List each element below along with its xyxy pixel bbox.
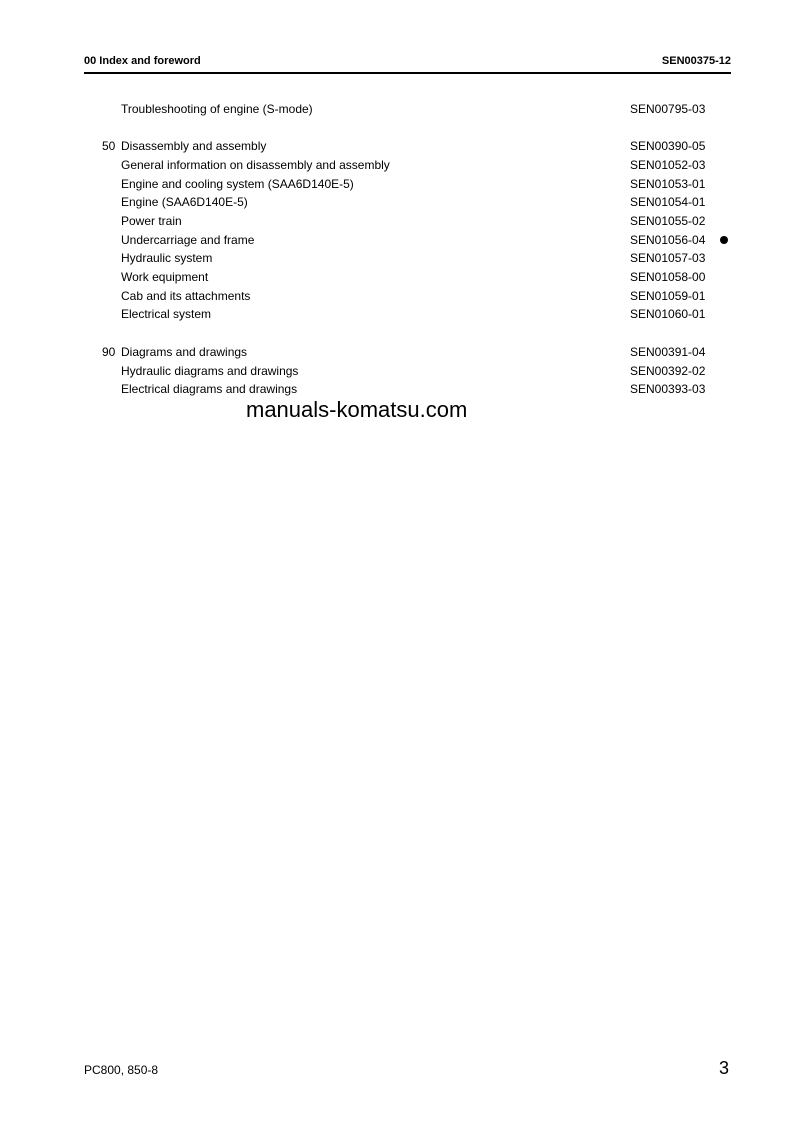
header-rule <box>84 72 731 74</box>
entry-title: Diagrams and drawings <box>121 345 248 359</box>
index-row <box>0 364 794 380</box>
entry-title: Power train <box>121 214 182 228</box>
entry-code: SEN01056-04 <box>630 233 706 247</box>
index-row <box>0 158 794 174</box>
entry-code: SEN01058-00 <box>630 270 706 284</box>
entry-code: SEN00390-05 <box>630 139 706 153</box>
entry-code: SEN01055-02 <box>630 214 706 228</box>
entry-code: SEN01059-01 <box>630 289 706 303</box>
entry-code: SEN00392-02 <box>630 364 706 378</box>
header-doc-code: SEN00375-12 <box>661 55 731 67</box>
entry-title: Engine (SAA6D140E-5) <box>121 195 248 209</box>
entry-title: Hydraulic system <box>121 251 213 265</box>
header-section-title: 00 Index and foreword <box>84 55 201 67</box>
entry-title: Electrical system <box>121 307 212 321</box>
section-number: 50 <box>102 139 116 153</box>
entry-code: SEN01052-03 <box>630 158 706 172</box>
index-row <box>0 214 794 230</box>
entry-code: SEN00393-03 <box>630 382 706 396</box>
index-row <box>0 102 794 118</box>
entry-title: Undercarriage and frame <box>121 233 255 247</box>
index-row <box>0 195 794 211</box>
entry-title: Electrical diagrams and drawings <box>121 382 298 396</box>
entry-title: Work equipment <box>121 270 209 284</box>
entry-code: SEN01060-01 <box>630 307 706 321</box>
entry-title: Cab and its attachments <box>121 289 251 303</box>
entry-code: SEN01053-01 <box>630 177 706 191</box>
page-number: 3 <box>719 1058 730 1078</box>
watermark: manuals-komatsu.com <box>246 397 468 422</box>
section-number: 90 <box>102 345 116 359</box>
index-row <box>0 139 794 155</box>
footer-model: PC800, 850-8 <box>84 1063 159 1077</box>
entry-code: SEN01054-01 <box>630 195 706 209</box>
entry-title: Troubleshooting of engine (S-mode) <box>121 102 313 116</box>
index-row <box>0 177 794 193</box>
index-row <box>0 251 794 267</box>
entry-title: General information on disassembly and assembly <box>121 158 390 172</box>
index-row <box>0 233 794 249</box>
entry-code: SEN00391-04 <box>630 345 706 359</box>
index-row <box>0 382 794 398</box>
index-row <box>0 307 794 323</box>
index-row <box>0 270 794 286</box>
entry-code: SEN01057-03 <box>630 251 706 265</box>
index-row <box>0 345 794 361</box>
entry-title: Disassembly and assembly <box>121 139 267 153</box>
entry-title: Engine and cooling system (SAA6D140E-5) <box>121 177 354 191</box>
entry-code: SEN00795-03 <box>630 102 706 116</box>
entry-title: Hydraulic diagrams and drawings <box>121 364 299 378</box>
revision-mark-icon <box>720 236 728 244</box>
index-row <box>0 289 794 305</box>
